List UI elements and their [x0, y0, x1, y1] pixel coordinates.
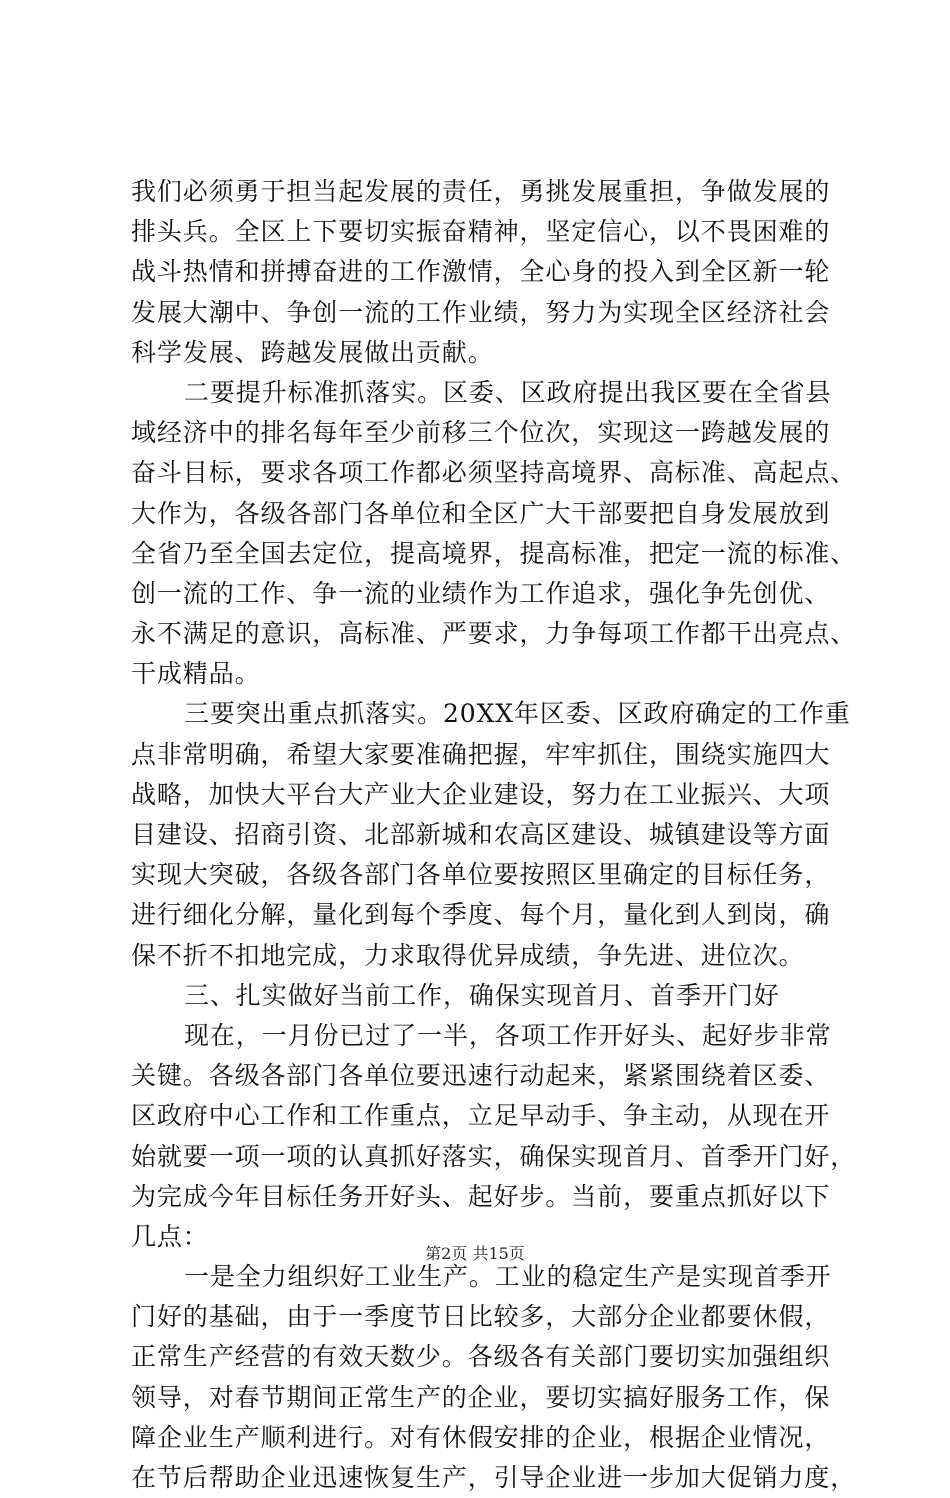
text-line: 全省乃至全国去定位，提高境界，提高标准，把定一流的标准、 — [131, 538, 857, 568]
paragraph-start-line: 三要突出重点抓落实。20XX年区委、区政府确定的工作重 — [184, 699, 851, 729]
text-line: 科学发展、跨越发展做出贡献。 — [131, 337, 494, 367]
text-line: 我们必须勇于担当起发展的责任，勇挑发展重担，争做发展的 — [131, 177, 831, 206]
text-line: 障企业生产顺利进行。对有休假安排的企业，根据企业情况， — [131, 1422, 831, 1452]
text-line: 永不满足的意识，高标准、严要求，力争每项工作都干出亮点、 — [131, 619, 857, 649]
text-line: 几点： — [131, 1221, 209, 1251]
text-line: 大作为，各级各部门各单位和全区广大干部要把自身发展放到 — [131, 498, 831, 528]
text-line: 创一流的工作、争一流的业绩作为工作追求，强化争先创优、 — [131, 578, 831, 608]
text-line: 实现大突破，各级各部门各单位要按照区里确定的目标任务， — [131, 860, 831, 890]
text-line: 战斗热情和拼搏奋进的工作激情，全心身的投入到全区新一轮 — [131, 257, 831, 287]
text-line: 奋斗目标，要求各项工作都必须坚持高境界、高标准、高起点、 — [131, 458, 857, 488]
text-line: 域经济中的排名每年至少前移三个位次，实现这一跨越发展的 — [131, 418, 831, 448]
document-body — [131, 172, 857, 1498]
paragraph-start-line: 二要提升标准抓落实。区委、区政府提出我区要在全省县 — [184, 377, 832, 407]
text-line: 保不折不扣地完成，力求取得优异成绩，争先进、进位次。 — [131, 940, 805, 970]
section-heading: 三、扎实做好当前工作，确保实现首月、首季开门好 — [184, 980, 780, 1010]
text-line: 区政府中心工作和工作重点，立足早动手、争主动，从现在开 — [131, 1101, 831, 1131]
text-line: 点非常明确，希望大家要准确把握，牢牢抓住，围绕实施四大 — [131, 739, 831, 769]
text-line: 门好的基础，由于一季度节日比较多，大部分企业都要休假， — [131, 1302, 831, 1332]
text-line: 正常生产经营的有效天数少。各级各有关部门要切实加强组织 — [131, 1342, 831, 1372]
text-line: 排头兵。全区上下要切实振奋精神，坚定信心，以不畏困难的 — [131, 217, 831, 247]
text-line: 始就要一项一项的认真抓好落实，确保实现首月、首季开门好， — [131, 1141, 857, 1171]
text-line: 干成精品。 — [131, 659, 261, 689]
text-line: 进行细化分解，量化到每个季度、每个月，量化到人到岗，确 — [131, 900, 831, 930]
text-line: 战略，加快大平台大产业大企业建设，努力在工业振兴、大项 — [131, 779, 831, 809]
text-line: 关键。各级各部门各单位要迅速行动起来，紧紧围绕着区委、 — [131, 1061, 831, 1091]
text-line: 在节后帮助企业迅速恢复生产，引导企业进一步加大促销力度， — [131, 1463, 857, 1492]
text-line: 为完成今年目标任务开好头、起好步。当前，要重点抓好以下 — [131, 1181, 831, 1211]
text-line: 领导，对春节期间正常生产的企业，要切实搞好服务工作，保 — [131, 1382, 831, 1412]
paragraph-start-line: 现在，一月份已过了一半，各项工作开好头、起好步非常 — [184, 1020, 832, 1050]
paragraph-start-line: 一是全力组织好工业生产。工业的稳定生产是实现首季开 — [184, 1262, 832, 1292]
text-line: 目建设、招商引资、北部新城和农高区建设、城镇建设等方面 — [131, 820, 831, 849]
page-number-footer: 第2页 共15页 — [425, 1244, 525, 1263]
text-line: 发展大潮中、争创一流的工作业绩，努力为实现全区经济社会 — [131, 297, 831, 327]
